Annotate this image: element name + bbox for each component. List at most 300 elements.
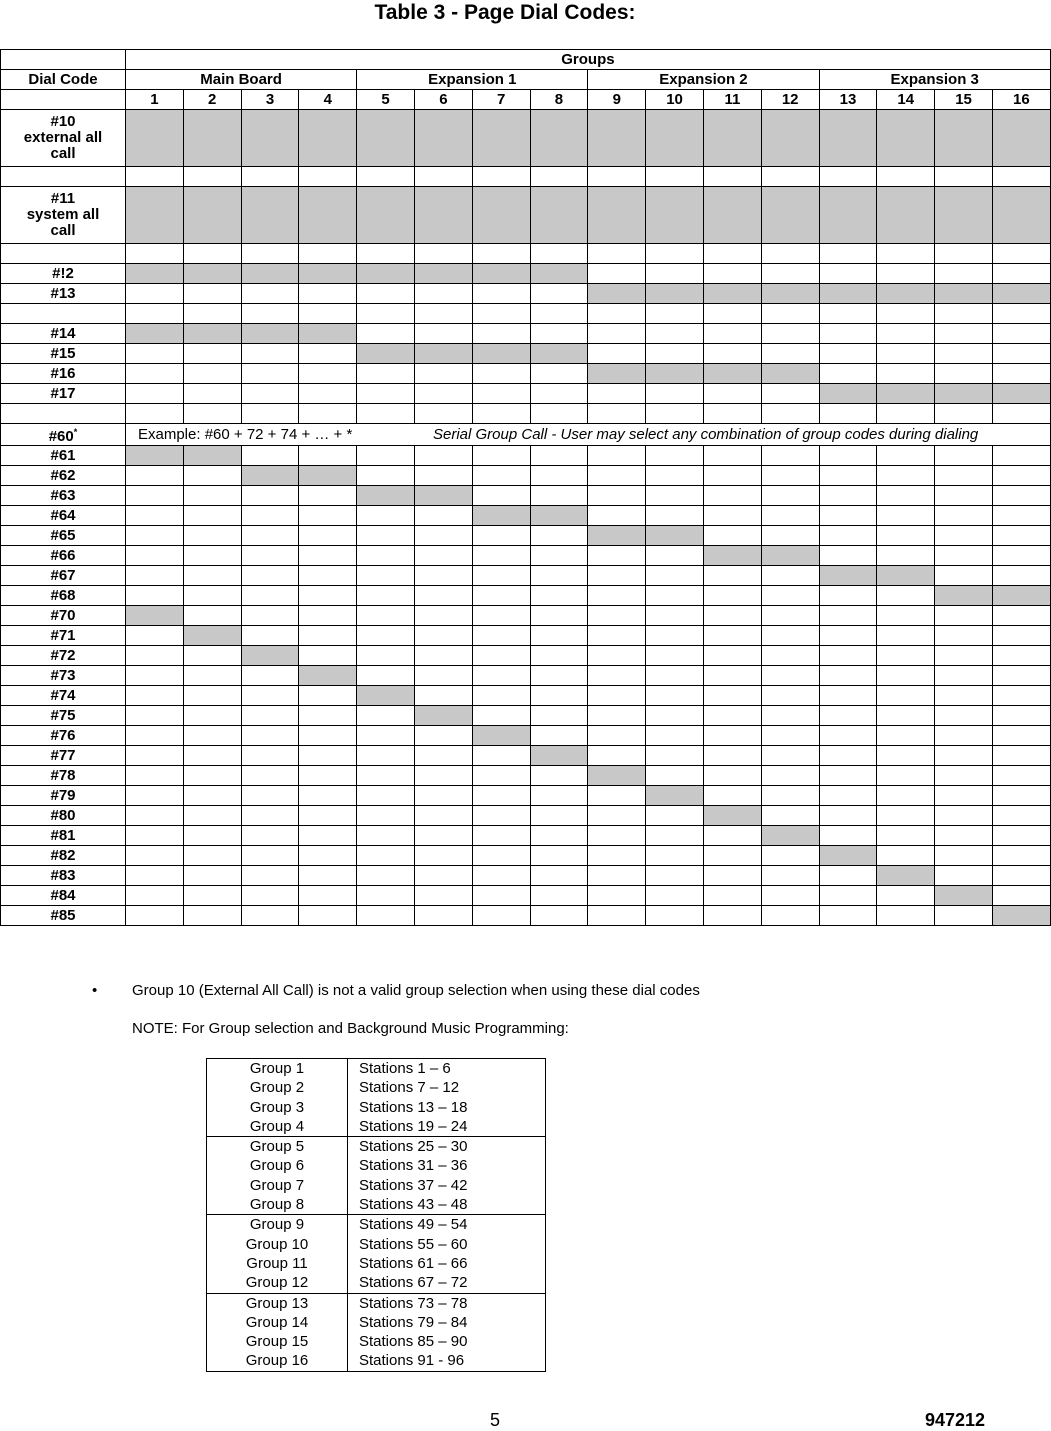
- document-number: 947212: [925, 1410, 986, 1430]
- group-cell: [761, 626, 819, 646]
- group-cell: [819, 167, 877, 187]
- group-cell: [992, 666, 1050, 686]
- group-cell: [183, 506, 241, 526]
- group-cell: [530, 526, 588, 546]
- dial-code-label: #64: [50, 506, 76, 524]
- dial-code-cell: [1, 826, 126, 846]
- group-cell: [588, 304, 646, 324]
- group-cell: [703, 826, 761, 846]
- dial-code-row: [1, 586, 1051, 606]
- group-cell: [126, 167, 184, 187]
- page-number: 5: [490, 1410, 501, 1430]
- group-cell: [703, 167, 761, 187]
- group-cell: [183, 686, 241, 706]
- group-cell: [299, 726, 357, 746]
- group-cell: [472, 746, 530, 766]
- station-ranges-cell: [348, 1293, 546, 1371]
- group-cell-active: [414, 706, 472, 726]
- dial-code-row: [1, 344, 1051, 364]
- group-cell: [877, 706, 935, 726]
- group-cell: [877, 726, 935, 746]
- group-number-header: 14: [877, 90, 935, 110]
- group-cell: [299, 404, 357, 424]
- group-cell: [414, 626, 472, 646]
- group-cell: [761, 846, 819, 866]
- header-row-boards: [1, 70, 1051, 90]
- group-cell: [126, 244, 184, 264]
- group-cell: [877, 586, 935, 606]
- group-cell: [299, 284, 357, 304]
- group-cell: [588, 726, 646, 746]
- group-cell: [530, 364, 588, 384]
- group-number-header: 10: [646, 90, 704, 110]
- group-cell: [819, 806, 877, 826]
- group-cell: [877, 344, 935, 364]
- group-cell: [299, 646, 357, 666]
- group-cell: [183, 646, 241, 666]
- group-number-header: 4: [299, 90, 357, 110]
- dial-code-row: [1, 866, 1051, 886]
- group-cell: [588, 506, 646, 526]
- group-cell-active: [877, 284, 935, 304]
- dial-code-label: #74: [50, 686, 76, 704]
- group-cell: [588, 606, 646, 626]
- group-cell: [241, 886, 299, 906]
- dial-code-row: [1, 726, 1051, 746]
- dial-code-label: #71: [50, 626, 76, 644]
- group-cell: [126, 886, 184, 906]
- group-cell: [183, 364, 241, 384]
- group-cell-active: [703, 187, 761, 244]
- group-cell: [992, 566, 1050, 586]
- group-cell-active: [530, 264, 588, 284]
- group-cell: [183, 167, 241, 187]
- group-cell: [183, 846, 241, 866]
- group-cell: [414, 506, 472, 526]
- dial-code-label: #78: [50, 766, 76, 784]
- dial-code-cell: [1, 304, 126, 324]
- group-cell: [530, 486, 588, 506]
- group-cell: [992, 546, 1050, 566]
- group-cell: [761, 746, 819, 766]
- group-number-header: 8: [530, 90, 588, 110]
- group-cell-active: [126, 606, 184, 626]
- group-cell: [299, 526, 357, 546]
- group-cell: [299, 766, 357, 786]
- group-cell: [183, 304, 241, 324]
- group-cell: [357, 364, 415, 384]
- group-names-cell: [207, 1293, 348, 1371]
- group-cell: [761, 706, 819, 726]
- group-cell: [992, 646, 1050, 666]
- dial-code-cell: [1, 626, 126, 646]
- group-cell-active: [935, 586, 993, 606]
- group-cell: [935, 806, 993, 826]
- station-ranges-cell: [348, 1215, 546, 1293]
- group-cell: [819, 906, 877, 926]
- group-cell: [414, 304, 472, 324]
- group-cell: [935, 446, 993, 466]
- group-cell: [935, 646, 993, 666]
- group-cell-active: [472, 506, 530, 526]
- group-cell: [819, 526, 877, 546]
- group-cell: [646, 446, 704, 466]
- dial-code-row: [1, 686, 1051, 706]
- group-cell: [241, 526, 299, 546]
- group-cell: [588, 244, 646, 264]
- dial-code-line: call: [50, 222, 76, 239]
- serial-call-example: Example: #60 + 72 + 74 + … + *: [138, 425, 353, 443]
- group-cell: [183, 284, 241, 304]
- group-name: Group 13: [245, 1294, 309, 1312]
- group-cell-active: [646, 187, 704, 244]
- group-cell: [126, 364, 184, 384]
- group-cell: [183, 826, 241, 846]
- group-cell-active: [588, 284, 646, 304]
- group-cell-active: [935, 284, 993, 304]
- dial-code-label: #67: [50, 566, 76, 584]
- group-number-header: 16: [992, 90, 1050, 110]
- group-cell: [819, 626, 877, 646]
- group-cell-active: [877, 866, 935, 886]
- group-cell: [183, 384, 241, 404]
- dial-code-cell: [1, 706, 126, 726]
- dial-code-cell: [1, 766, 126, 786]
- group-cell: [126, 866, 184, 886]
- group-block-row: [207, 1137, 546, 1215]
- group-cell: [819, 886, 877, 906]
- group-cell: [588, 384, 646, 404]
- group-cell: [819, 546, 877, 566]
- group-cell-active: [472, 110, 530, 167]
- group-cell: [588, 264, 646, 284]
- group-cell: [472, 906, 530, 926]
- group-cell: [992, 466, 1050, 486]
- group-cell: [819, 304, 877, 324]
- group-cell-active: [761, 284, 819, 304]
- group-cell-active: [530, 746, 588, 766]
- group-cell: [703, 264, 761, 284]
- group-cell: [588, 866, 646, 886]
- dial-code-label: #15: [50, 344, 76, 362]
- group-cell: [935, 826, 993, 846]
- group-cell: [761, 786, 819, 806]
- group-cell: [992, 686, 1050, 706]
- group-cell: [761, 404, 819, 424]
- serial-call-note: [126, 424, 1051, 446]
- group-cell: [703, 304, 761, 324]
- group-cell-active: [703, 364, 761, 384]
- dial-code-row: [1, 446, 1051, 466]
- group-cell-active: [819, 284, 877, 304]
- group-cell-active: [414, 486, 472, 506]
- group-cell: [126, 586, 184, 606]
- group-name: Group 6: [249, 1157, 305, 1175]
- group-cell: [877, 846, 935, 866]
- group-cell: [357, 284, 415, 304]
- group-cell-active: [819, 187, 877, 244]
- group-cell: [992, 446, 1050, 466]
- group-cell: [414, 244, 472, 264]
- dial-code-label: #17: [50, 384, 76, 402]
- group-cell: [646, 167, 704, 187]
- group-cell: [414, 786, 472, 806]
- group-cell: [703, 384, 761, 404]
- group-cell: [414, 826, 472, 846]
- group-cell: [588, 167, 646, 187]
- group-cell: [935, 466, 993, 486]
- group-cell: [588, 886, 646, 906]
- group-cell: [530, 826, 588, 846]
- group-cell: [357, 806, 415, 826]
- group-cell: [472, 766, 530, 786]
- station-range: Stations 7 – 12: [359, 1079, 460, 1097]
- group-cell: [646, 344, 704, 364]
- group-cell: [414, 726, 472, 746]
- group-selection-note: NOTE: For Group selection and Background Music Programming:: [132, 1020, 569, 1037]
- group-cell: [819, 586, 877, 606]
- group-cell: [935, 706, 993, 726]
- group-cell: [761, 324, 819, 344]
- group-cell: [877, 646, 935, 666]
- group-cell: [357, 826, 415, 846]
- group-cell: [183, 666, 241, 686]
- group-cell-active: [126, 324, 184, 344]
- group-cell: [299, 167, 357, 187]
- group-cell: [992, 806, 1050, 826]
- group-cell-active: [126, 187, 184, 244]
- group-cell: [299, 686, 357, 706]
- group-cell: [646, 324, 704, 344]
- station-ranges-cell: [348, 1137, 546, 1215]
- group-cell-active: [241, 187, 299, 244]
- group-cell: [530, 404, 588, 424]
- group-cell: [241, 766, 299, 786]
- group-cell: [877, 446, 935, 466]
- dial-code-cell: [1, 446, 126, 466]
- group-cell: [126, 726, 184, 746]
- group-cell-active: [761, 110, 819, 167]
- group-cell-active: [241, 110, 299, 167]
- group-cell: [646, 866, 704, 886]
- group-name: Group 1: [249, 1060, 305, 1077]
- group-cell: [472, 446, 530, 466]
- group-cell-active: [761, 546, 819, 566]
- group-cell-active: [761, 826, 819, 846]
- group-cell: [241, 706, 299, 726]
- group-cell: [530, 786, 588, 806]
- group-cell: [992, 486, 1050, 506]
- group-cell: [877, 546, 935, 566]
- group-cell: [530, 167, 588, 187]
- group-cell: [414, 606, 472, 626]
- group-cell: [703, 446, 761, 466]
- group-cell: [703, 646, 761, 666]
- group-cell: [241, 786, 299, 806]
- group-cell: [472, 706, 530, 726]
- group-cell: [472, 404, 530, 424]
- group-cell: [414, 746, 472, 766]
- group-cell: [819, 786, 877, 806]
- group-cell: [357, 766, 415, 786]
- group-cell: [877, 786, 935, 806]
- group-cell: [183, 786, 241, 806]
- group-cell: [819, 826, 877, 846]
- group-cell-active: [183, 110, 241, 167]
- group-name: Group 7: [249, 1176, 305, 1194]
- group-cell: [935, 546, 993, 566]
- group-cell-active: [299, 466, 357, 486]
- dial-code-label: #80: [50, 806, 76, 824]
- group-name: Group 3: [249, 1098, 305, 1116]
- group-cell-active: [414, 264, 472, 284]
- group-cell: [935, 726, 993, 746]
- group-cell: [126, 706, 184, 726]
- group-cell: [126, 906, 184, 926]
- group-cell-active: [761, 187, 819, 244]
- group-cell: [299, 626, 357, 646]
- group-cell: [703, 466, 761, 486]
- group-cell: [588, 706, 646, 726]
- group-number-header: 6: [414, 90, 472, 110]
- group-cell: [299, 906, 357, 926]
- group-cell: [588, 646, 646, 666]
- group-cell: [761, 886, 819, 906]
- group-cell: [819, 646, 877, 666]
- station-range: Stations 91 - 96: [359, 1352, 465, 1370]
- dial-code-cell: [1, 566, 126, 586]
- group-cell: [703, 906, 761, 926]
- group-cell: [414, 324, 472, 344]
- group-cell: [992, 786, 1050, 806]
- dial-code-cell: [1, 586, 126, 606]
- group-cell-active: [761, 364, 819, 384]
- group-cell: [646, 244, 704, 264]
- group-cell: [241, 906, 299, 926]
- group-block-row: [207, 1293, 546, 1371]
- group-cell: [935, 304, 993, 324]
- group-cell: [761, 566, 819, 586]
- group-cell: [241, 344, 299, 364]
- group-cell: [357, 384, 415, 404]
- group-cell: [472, 486, 530, 506]
- group-cell: [992, 846, 1050, 866]
- group-cell: [357, 586, 415, 606]
- group-cell: [992, 506, 1050, 526]
- dial-code-cell: [1, 284, 126, 304]
- group-cell: [530, 606, 588, 626]
- group-cell-active: [588, 110, 646, 167]
- group-cell: [761, 806, 819, 826]
- board-header: Expansion 2: [588, 70, 819, 90]
- group-cell: [819, 506, 877, 526]
- group-cell: [877, 766, 935, 786]
- group-cell: [414, 404, 472, 424]
- group-cell: [299, 586, 357, 606]
- group-cell: [588, 586, 646, 606]
- group-cell-active: [992, 586, 1050, 606]
- dial-code-line: #11: [50, 190, 76, 207]
- group-cell: [241, 546, 299, 566]
- group-cell: [241, 364, 299, 384]
- group-cell: [357, 786, 415, 806]
- group-cell-active: [126, 110, 184, 167]
- group-cell: [935, 606, 993, 626]
- group-cell: [588, 446, 646, 466]
- group-cell: [646, 486, 704, 506]
- group-cell: [646, 626, 704, 646]
- board-header: Expansion 3: [819, 70, 1050, 90]
- group-cell: [935, 264, 993, 284]
- group-cell: [472, 364, 530, 384]
- station-range: Stations 13 – 18: [359, 1098, 468, 1116]
- group-cell: [472, 786, 530, 806]
- dial-code-label: #75: [50, 706, 76, 724]
- dial-code-cell: [1, 606, 126, 626]
- dial-code-cell: [1, 726, 126, 746]
- dial-code-label: #66: [50, 546, 76, 564]
- dial-code-cell: [1, 846, 126, 866]
- group-cell: [935, 364, 993, 384]
- group-cell-active: [877, 187, 935, 244]
- group-cell-active: [183, 626, 241, 646]
- group-cell: [703, 404, 761, 424]
- group-cell: [819, 606, 877, 626]
- group-cell: [472, 244, 530, 264]
- dial-code-row: [1, 384, 1051, 404]
- group-cell: [472, 466, 530, 486]
- group-cell: [530, 866, 588, 886]
- group-cell-active: [935, 187, 993, 244]
- group-cell: [761, 586, 819, 606]
- dial-code-row: [1, 846, 1051, 866]
- group-number-header: 1: [126, 90, 184, 110]
- dial-code-row: [1, 404, 1051, 424]
- group-cell: [588, 906, 646, 926]
- group-cell: [761, 726, 819, 746]
- dial-code-row: [1, 110, 1051, 167]
- page-title: Table 3 - Page Dial Codes:: [374, 1, 636, 24]
- group-names-cell: [207, 1137, 348, 1215]
- group-cell: [588, 826, 646, 846]
- group-cell: [646, 546, 704, 566]
- group-cell: [472, 866, 530, 886]
- group-cell-active: [877, 110, 935, 167]
- group-cell: [472, 586, 530, 606]
- dial-code-cell: [1, 466, 126, 486]
- group-cell: [703, 244, 761, 264]
- group-cell: [992, 264, 1050, 284]
- group-cell: [183, 726, 241, 746]
- group-cell: [935, 906, 993, 926]
- group-cell: [357, 167, 415, 187]
- group-cell: [472, 606, 530, 626]
- group-cell-active: [703, 110, 761, 167]
- group-cell: [761, 606, 819, 626]
- group-cell: [357, 726, 415, 746]
- group-cell-active: [472, 726, 530, 746]
- group-cell: [646, 726, 704, 746]
- group-cell: [877, 264, 935, 284]
- group-cell: [877, 606, 935, 626]
- dial-code-row: [1, 244, 1051, 264]
- group-cell: [588, 746, 646, 766]
- header-row-groups: [1, 50, 1051, 70]
- group-cell: [299, 606, 357, 626]
- group-cell: [241, 726, 299, 746]
- dial-code-cell: [1, 264, 126, 284]
- dial-code-row: [1, 806, 1051, 826]
